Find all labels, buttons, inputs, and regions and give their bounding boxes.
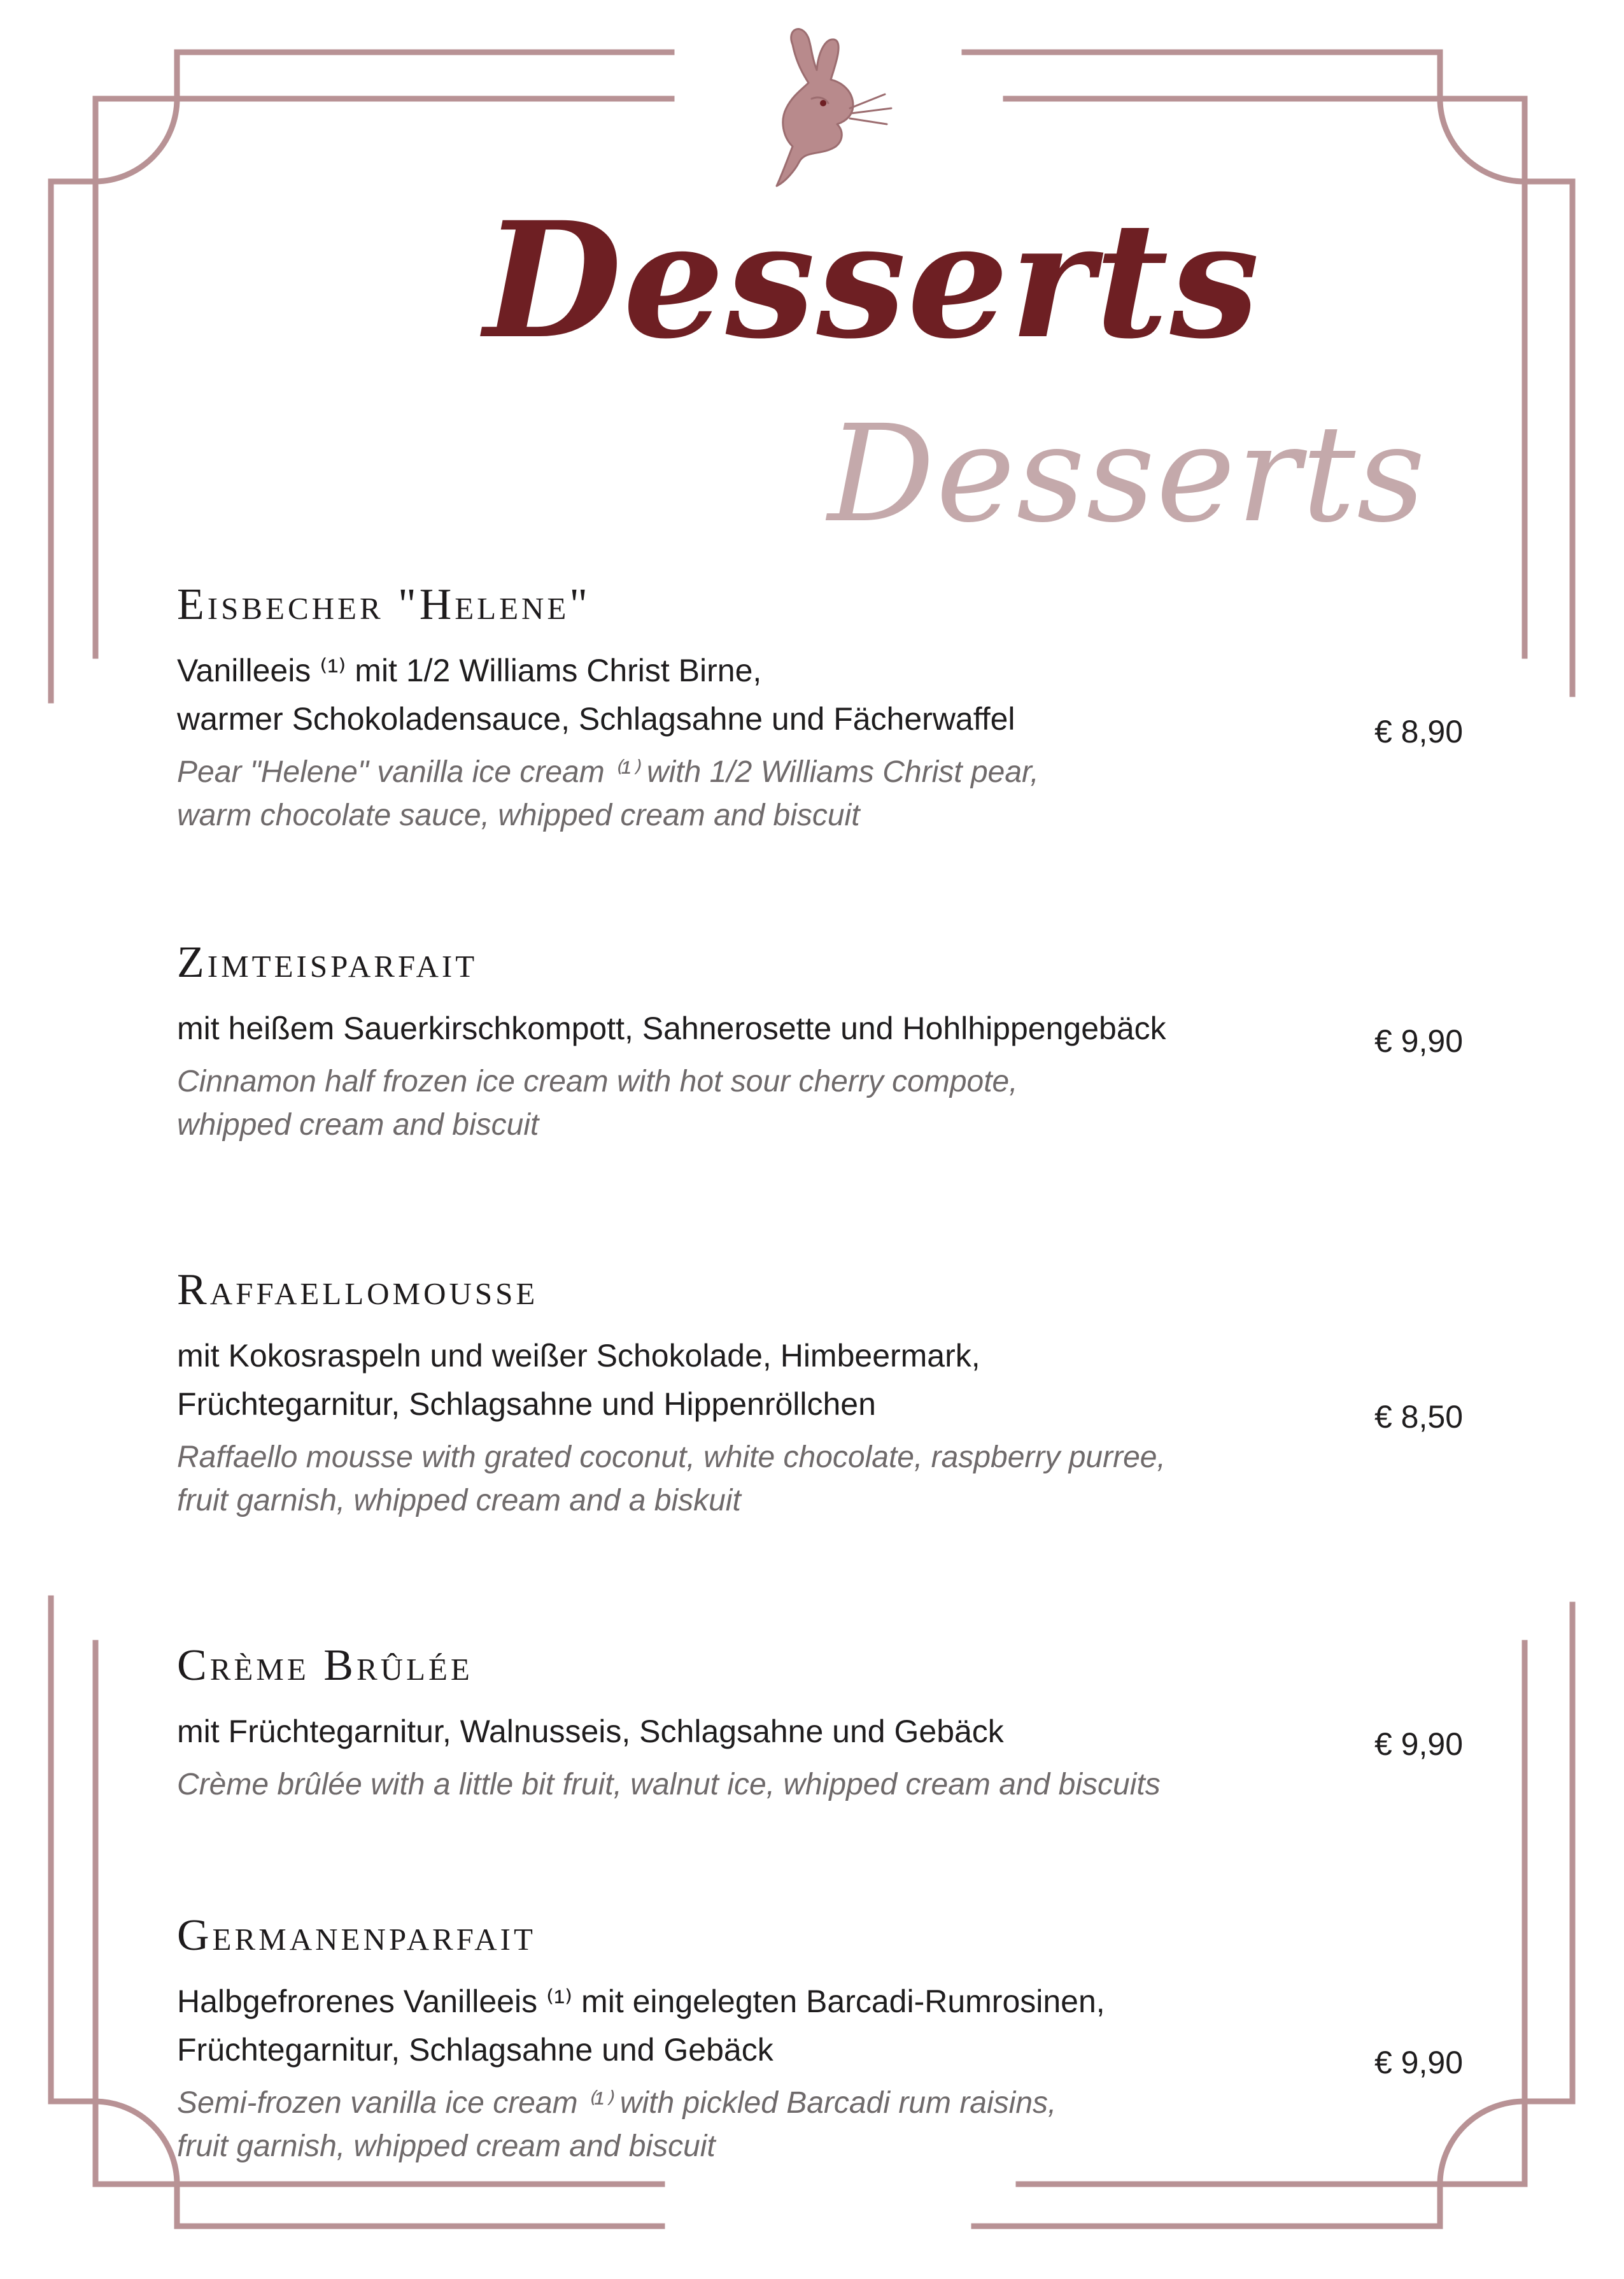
item-description-en: Pear "Helene" vanilla ice cream ⁽¹⁾ with 1/2 Williams Christ pear, warm chocolate sauce, whipped cream and biscuit bbox=[177, 755, 1039, 832]
frame-arc-tr bbox=[1440, 99, 1525, 181]
item-description-en: Semi-frozen vanilla ice cream ⁽¹⁾ with pickled Barcadi rum raisins, fruit garnish, whipped cream and biscuit bbox=[177, 2086, 1057, 2163]
frame-corner-tl bbox=[51, 52, 177, 181]
item-description-en: Raffaello mousse with grated coconut, white chocolate, raspberry purree, fruit garnish, whipped cream and a biskuit bbox=[177, 1440, 1166, 1517]
item-name: Eisbecher "Helene" bbox=[177, 580, 591, 629]
item-name: Crème Brûlée bbox=[177, 1641, 473, 1690]
hare-icon bbox=[748, 19, 901, 191]
page-subtitle: Desserts bbox=[828, 396, 1427, 552]
menu-item bbox=[177, 938, 1476, 1147]
item-description-de: Vanilleeis ⁽¹⁾ mit 1/2 Williams Christ Birne, warmer Schokoladensauce, Schlagsahne und Fächerwaffel bbox=[177, 653, 1015, 737]
dessert-list bbox=[177, 580, 1476, 2168]
frame-arc-tl bbox=[95, 99, 177, 181]
menu-item bbox=[177, 1265, 1476, 1523]
item-description-en: Crème brûlée with a little bit fruit, walnut ice, whipped cream and biscuits bbox=[177, 1768, 1161, 1801]
item-description-de: mit heißem Sauerkirschkompott, Sahnerosette und Hohlhippengebäck bbox=[177, 1011, 1166, 1046]
menu-item bbox=[177, 1913, 1476, 2168]
item-price: € 9,90 bbox=[1374, 2045, 1463, 2080]
item-price: € 9,90 bbox=[1374, 1726, 1463, 1762]
item-description-de: mit Früchtegarnitur, Walnusseis, Schlagsahne und Gebäck bbox=[177, 1714, 1004, 1749]
item-name: Germanenparfait bbox=[177, 1911, 536, 1960]
item-price: € 8,50 bbox=[1374, 1399, 1463, 1435]
item-description-de: Halbgefrorenes Vanilleeis ⁽¹⁾ mit eingelegten Barcadi-Rumrosinen, Früchtegarnitur, Schlagsahne und Gebäck bbox=[177, 1984, 1105, 2068]
item-price: € 9,90 bbox=[1374, 1023, 1463, 1059]
item-name: Zimteisparfait bbox=[177, 938, 478, 987]
frame-corner-tr bbox=[1440, 52, 1572, 181]
page-title: Desserts bbox=[484, 187, 1261, 374]
item-description-en: Cinnamon half frozen ice cream with hot sour cherry compote, whipped cream and biscuit bbox=[177, 1065, 1018, 1142]
item-name: Raffaellomousse bbox=[177, 1265, 539, 1314]
item-price: € 8,90 bbox=[1374, 714, 1463, 749]
frame-arc-bl bbox=[95, 2101, 177, 2184]
menu-item bbox=[177, 580, 1476, 837]
item-description-de: mit Kokosraspeln und weißer Schokolade, Himbeermark, Früchtegarnitur, Schlagsahne und Hippenröllchen bbox=[177, 1338, 980, 1422]
menu-item bbox=[177, 1641, 1476, 1807]
frame-corner-bl bbox=[51, 2101, 177, 2226]
